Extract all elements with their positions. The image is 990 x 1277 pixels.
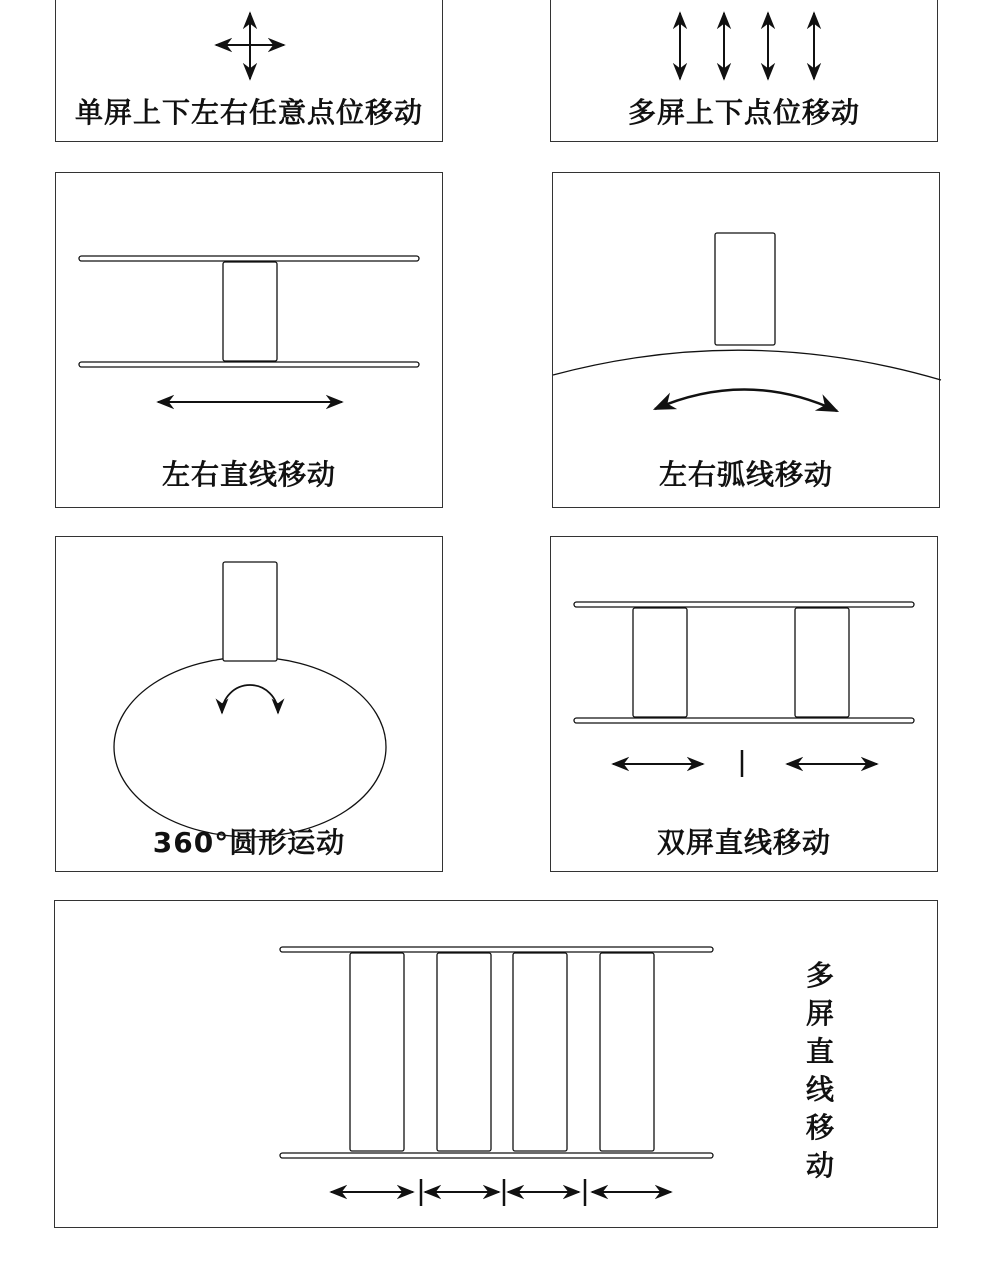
panel-linear-left-right-move xyxy=(55,172,443,508)
caption-single-screen-free-move: 单屏上下左右任意点位移动 xyxy=(74,96,423,129)
panel-single-screen-free-move xyxy=(55,0,443,142)
panel-dual-screen-linear-move xyxy=(550,536,938,872)
caption-linear-left-right-move: 左右直线移动 xyxy=(161,458,336,491)
caption-multi-screen-linear-move xyxy=(800,957,840,1185)
caption-arc-left-right-move: 左右弧线移动 xyxy=(658,458,833,491)
panel-360-rotation xyxy=(55,536,443,872)
caption-char: 多 xyxy=(805,959,834,992)
panel-arc-left-right-move xyxy=(552,172,940,508)
caption-multi-screen-vertical-move: 多屏上下点位移动 xyxy=(627,96,860,129)
panel-multi-screen-vertical-move xyxy=(550,0,938,142)
caption-char: 移 xyxy=(805,1111,834,1144)
caption-360-rotation: 360°圆形运动 xyxy=(152,826,346,859)
caption-char: 直 xyxy=(805,1035,834,1068)
panel-multi-screen-linear-move xyxy=(54,900,938,1228)
caption-dual-screen-linear-move: 双屏直线移动 xyxy=(656,826,831,859)
caption-char: 线 xyxy=(805,1073,834,1106)
caption-char: 动 xyxy=(805,1149,834,1182)
caption-char: 屏 xyxy=(805,997,834,1030)
circular-arrow-icon xyxy=(222,685,278,713)
